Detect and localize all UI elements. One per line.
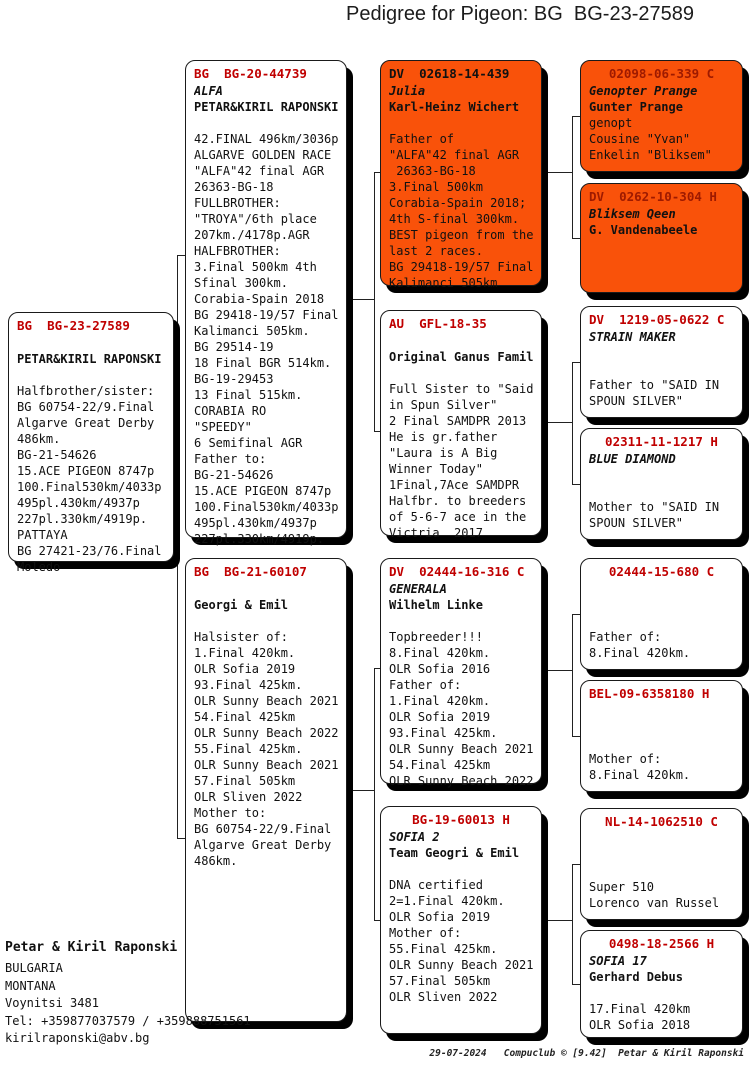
pedigree-text-line: BG 27421-23/76.Final <box>17 544 162 558</box>
pedigree-text-line <box>389 613 533 629</box>
pedigree-text-line: 2 Final SAMDPR 2013 <box>389 414 527 428</box>
connector-line <box>572 864 573 984</box>
pedigree-text-line: 486km. <box>194 854 238 868</box>
pedigree-text-line: genopt <box>589 116 633 130</box>
pedigree-text-line <box>589 467 734 483</box>
pedigree-text-line: SOFIA 17 <box>589 954 647 968</box>
pedigree-text-line: OLR Sofia 2016 <box>389 662 491 676</box>
pedigree-text-line <box>194 581 338 597</box>
pedigree-text-line: 1.Final 420km. <box>389 694 491 708</box>
pedigree-text-line: OLR Sunny Beach 2021 <box>194 758 338 772</box>
pedigree-text-line: BG 29418-19/57 Final <box>194 308 338 322</box>
pedigree-text-line: 207km./4178p.AGR <box>194 228 310 242</box>
ring-number-header: BEL-09-6358180 H <box>589 686 710 701</box>
pedigree-text-line: Mother to: <box>194 806 267 820</box>
breeder-contact-block <box>5 940 251 1048</box>
pedigree-text-line: 486km. <box>17 432 61 446</box>
ring-number-header: AU GFL-18-35 <box>389 316 487 331</box>
pedigree-text-line: OLR Sunny Beach 2022 <box>194 726 338 740</box>
ring-number-header: 02444-15-680 C <box>608 564 715 579</box>
pedigree-text-line: 42.FINAL 496km/3036p <box>194 132 338 146</box>
pedigree-text-line <box>589 345 734 361</box>
great-grandsire-3-box <box>580 558 743 670</box>
pedigree-text-line: Gerhard Debus <box>589 970 683 984</box>
connector-line <box>374 172 375 431</box>
pedigree-text-line <box>589 483 734 499</box>
connector-line <box>572 984 580 985</box>
ring-number-header: NL-14-1062510 C <box>605 814 718 829</box>
connector-line <box>374 668 375 920</box>
pedigree-text-line: 55.Final 425km. <box>194 742 303 756</box>
pedigree-text-line: Corabia-Spain 2018; <box>389 196 527 210</box>
report-footer: 29-07-2024 Compuclub © [9.42] Petar & Kiril Raponski <box>429 1048 744 1059</box>
pigeon-details <box>194 581 338 869</box>
pedigree-text-line: 13 Final 515km. <box>194 388 303 402</box>
pedigree-text-line: Topbreeder!!! <box>389 630 483 644</box>
pedigree-text-line: 100.Final530km/4033p <box>17 480 162 494</box>
ring-number-header: DV 0262-10-304 H <box>589 189 717 204</box>
great-granddam-2-box <box>580 428 743 540</box>
pedigree-text-line <box>389 365 533 381</box>
pigeon-details <box>194 83 338 547</box>
great-granddam-3-box <box>580 680 743 792</box>
pedigree-text-line <box>389 333 533 349</box>
pedigree-text-line: 17.Final 420km <box>589 1002 691 1016</box>
great-grandsire-2-box <box>580 306 743 418</box>
pigeon-details <box>589 581 734 661</box>
pedigree-text-line: "ALFA"42 final AGR <box>389 148 520 162</box>
pedigree-text-line: Wilhelm Linke <box>389 598 483 612</box>
connector-line <box>177 838 185 839</box>
pedigree-text-line: Moledo <box>17 560 61 574</box>
pedigree-text-line: 3.Final 500km 4th <box>194 260 317 274</box>
page-title: Pedigree for Pigeon: BG BG-23-27589 <box>346 3 694 25</box>
great-granddam-4-box <box>580 930 743 1038</box>
pedigree-text-line: Enkelin "Bliksem" <box>589 148 712 162</box>
sire-box <box>185 60 347 546</box>
pedigree-text-line: OLR Sunny Beach 2021 <box>194 694 338 708</box>
ring-number-header: DV 02618-14-439 <box>389 66 510 81</box>
pedigree-text-line: "SPEEDY" <box>194 420 252 434</box>
pigeon-details <box>589 83 734 163</box>
great-granddam-1-box <box>580 183 743 293</box>
pedigree-text-line: Kalimanci 505km. <box>194 324 310 338</box>
pedigree-text-line: 8.Final 420km. <box>589 646 691 660</box>
connector-line <box>572 614 580 615</box>
pigeon-details <box>589 451 734 531</box>
pedigree-text-line: Father to: <box>194 452 267 466</box>
granddam-maternal-box <box>380 806 542 1034</box>
pedigree-text-line <box>589 613 734 629</box>
pigeon-details <box>589 329 734 409</box>
ring-number-header: BG-19-60013 H <box>412 812 510 827</box>
pedigree-text-line: Sfinal 300km. <box>194 276 288 290</box>
pedigree-text-line: G. Vandenabeele <box>589 223 698 237</box>
pedigree-text-line: Georgi & Emil <box>194 598 288 612</box>
pedigree-text-line: Winner Today" <box>389 462 483 476</box>
pedigree-text-line <box>589 863 734 879</box>
breeder-city: MONTANA <box>5 978 56 993</box>
pedigree-text-line: 495pl.430km/4937p <box>17 496 140 510</box>
ring-number-header: DV 1219-05-0622 C <box>589 312 725 327</box>
pedigree-text-line: OLR Sofia 2018 <box>589 1018 691 1032</box>
pedigree-text-line: 54.Final 425km <box>194 710 296 724</box>
pedigree-text-line: Original Ganus Famil <box>389 350 533 364</box>
pedigree-text-line: Team Geogri & Emil <box>389 846 520 860</box>
pedigree-text-line: "TROYA"/6th place <box>194 212 317 226</box>
pedigree-text-line: BLUE DIAMOND <box>589 452 676 466</box>
great-grandsire-1-box <box>580 60 743 172</box>
pedigree-text-line: FULLBROTHER: <box>194 196 281 210</box>
connector-line <box>572 116 580 117</box>
breeder-address: Voynitsi 3481 <box>5 996 99 1010</box>
connector-line <box>548 670 572 671</box>
connector-line <box>548 422 572 423</box>
pedigree-text-line: 227pl.330km/4919p. <box>17 512 148 526</box>
pedigree-text-line <box>194 613 338 629</box>
pedigree-text-line: 2=1.Final 420km. <box>389 894 505 908</box>
pedigree-text-line: Full Sister to "Said <box>389 382 533 396</box>
pedigree-text-line: OLR Sofia 2019 <box>389 710 491 724</box>
pedigree-text-line: SPOUN SILVER" <box>589 516 683 530</box>
pedigree-text-line: Corabia-Spain 2018 <box>194 292 325 306</box>
pedigree-text-line: 495pl.430km/4937p <box>194 516 317 530</box>
pedigree-text-line: PETAR&KIRIL RAPONSKI <box>194 100 338 114</box>
pedigree-text-line: 15.ACE PIGEON 8747p <box>194 484 332 498</box>
pedigree-text-line <box>589 735 734 751</box>
pigeon-details <box>589 206 734 238</box>
pedigree-text-line: 8.Final 420km. <box>589 768 691 782</box>
pedigree-text-line: "Laura is A Big <box>389 446 498 460</box>
subject-pigeon-box <box>8 312 174 574</box>
pedigree-text-line <box>17 335 165 351</box>
pedigree-text-line: BG-21-54626 <box>17 448 97 462</box>
pedigree-text-line: Father of: <box>589 630 662 644</box>
pedigree-text-line: in Spun Silver" <box>389 398 498 412</box>
pedigree-text-line: 8.Final 420km. <box>389 646 491 660</box>
pigeon-details <box>589 953 734 1033</box>
pedigree-text-line <box>389 115 533 131</box>
pedigree-text-line: DNA certified <box>389 878 483 892</box>
breeder-name: Petar & Kiril Raponski <box>5 940 178 955</box>
pedigree-text-line: PETAR&KIRIL RAPONSKI <box>17 352 162 366</box>
pedigree-text-line: CORABIA RO <box>194 404 267 418</box>
pedigree-text-line: Kalimanci 505km <box>389 276 498 290</box>
pedigree-text-line: Father of: <box>389 678 462 692</box>
pedigree-text-line: Cousine "Yvan" <box>589 132 691 146</box>
pedigree-text-line: Gunter Prange <box>589 100 683 114</box>
connector-line <box>572 238 580 239</box>
pedigree-text-line: OLR Sofia 2019 <box>389 910 491 924</box>
ring-number-header: DV 02444-16-316 C <box>389 564 525 579</box>
pedigree-text-line: Algarve Great Derby <box>17 416 155 430</box>
pedigree-text-line: BG-21-54626 <box>194 468 274 482</box>
pedigree-text-line: 18 Final BGR 514km. <box>194 356 332 370</box>
pedigree-text-line: STRAIN MAKER <box>589 330 676 344</box>
pedigree-text-line: Mother of: <box>589 752 662 766</box>
pedigree-text-line: 3.Final 500km <box>389 180 483 194</box>
pedigree-text-line: BG 60754-22/9.Final <box>17 400 155 414</box>
pedigree-text-line: BG 29514-19 <box>194 340 274 354</box>
pedigree-text-line: 55.Final 425km. <box>389 942 498 956</box>
pigeon-details <box>389 333 533 541</box>
pedigree-text-line: "ALFA"42 final AGR <box>194 164 325 178</box>
pedigree-text-line: last 2 races. <box>389 244 483 258</box>
ring-number-header: BG BG-21-60107 <box>194 564 307 579</box>
pedigree-text-line <box>589 831 734 847</box>
pedigree-text-line: 100.Final530km/4033p <box>194 500 338 514</box>
pedigree-text-line <box>589 847 734 863</box>
pedigree-text-line: BG 60754-22/9.Final <box>194 822 332 836</box>
pedigree-text-line: ALFA <box>194 84 223 98</box>
ring-number-header: 02098-06-339 C <box>608 66 715 81</box>
pedigree-text-line: Halsister of: <box>194 630 288 644</box>
pedigree-text-line: Halfbrother/sister: <box>17 384 155 398</box>
pigeon-details <box>389 829 533 1005</box>
pedigree-text-line: Halfbr. to breeders <box>389 494 527 508</box>
pedigree-text-line: OLR Sofia 2019 <box>194 662 296 676</box>
pigeon-details <box>389 83 533 291</box>
pedigree-text-line <box>589 703 734 719</box>
connector-line <box>350 299 374 300</box>
pedigree-text-line: HALFBROTHER: <box>194 244 281 258</box>
ring-number-header: 0498-18-2566 H <box>608 936 715 951</box>
pedigree-text-line: 57.Final 505km <box>389 974 491 988</box>
pedigree-text-line <box>17 367 165 383</box>
connector-line <box>572 484 580 485</box>
pedigree-text-line: GENERALA <box>389 582 447 596</box>
pedigree-text-line: 4th S-final 300km. <box>389 212 520 226</box>
pedigree-text-line: SOFIA 2 <box>389 830 440 844</box>
pedigree-text-line: 227pl.330km/4919p. <box>194 532 325 546</box>
pedigree-text-line: BEST pigeon from the <box>389 228 533 242</box>
pedigree-text-line: Super 510 <box>589 880 655 894</box>
connector-line <box>572 362 573 484</box>
pedigree-text-line: ALGARVE GOLDEN RACE <box>194 148 332 162</box>
pedigree-text-line: 26363-BG-18 <box>194 180 274 194</box>
pedigree-text-line: Victria 2017 <box>389 526 483 540</box>
pedigree-text-line: SPOUN SILVER" <box>589 394 683 408</box>
pedigree-text-line: OLR Sunny Beach 2021 <box>389 958 533 972</box>
pigeon-details <box>389 581 533 789</box>
pedigree-text-line: Bliksem Qeen <box>589 207 676 221</box>
pedigree-text-line: OLR Sunny Beach 2022 <box>389 774 533 788</box>
connector-line <box>572 614 573 736</box>
pedigree-text-line <box>589 719 734 735</box>
pedigree-text-line: 6 Semifinal AGR <box>194 436 303 450</box>
pedigree-text-line: Father to "SAID IN <box>589 378 720 392</box>
breeder-phone: Tel: +359877037579 / +359888751561 <box>5 1013 251 1028</box>
connector-line <box>572 736 580 737</box>
pedigree-text-line: Father of <box>389 132 455 146</box>
pedigree-text-line: Genopter Prange <box>589 84 698 98</box>
granddam-paternal-box <box>380 310 542 540</box>
ring-number-header: BG BG-23-27589 <box>17 318 130 333</box>
pedigree-text-line: 93.Final 425km. <box>389 726 498 740</box>
pedigree-text-line: He is gr.father <box>389 430 498 444</box>
connector-line <box>572 864 580 865</box>
pedigree-text-line <box>589 985 734 1001</box>
connector-line <box>572 116 573 238</box>
breeder-email: kirilraponski@abv.bg <box>5 1031 150 1045</box>
pedigree-text-line: 57.Final 505km <box>194 774 296 788</box>
grandsire-paternal-box <box>380 60 542 290</box>
pedigree-text-line: Algarve Great Derby <box>194 838 332 852</box>
pedigree-text-line: 15.ACE PIGEON 8747p <box>17 464 155 478</box>
pedigree-text-line: PATTAYA <box>17 528 68 542</box>
pedigree-text-line <box>389 861 533 877</box>
pedigree-text-line: 1.Final 420km. <box>194 646 296 660</box>
pedigree-text-line: 54.Final 425km <box>389 758 491 772</box>
pedigree-text-line: Julia <box>389 84 426 98</box>
pedigree-text-line <box>589 361 734 377</box>
pedigree-text-line: 26363-BG-18 <box>389 164 476 178</box>
ring-number-header: BG BG-20-44739 <box>194 66 307 81</box>
connector-line <box>548 172 572 173</box>
connector-line <box>548 920 572 921</box>
pigeon-details <box>17 335 165 575</box>
pedigree-text-line: BG-19-29453 <box>194 372 274 386</box>
pedigree-text-line: Mother to "SAID IN <box>589 500 720 514</box>
ring-number-header: 02311-11-1217 H <box>605 434 718 449</box>
connector-line <box>177 255 185 256</box>
great-grandsire-4-box <box>580 808 743 920</box>
pigeon-details <box>589 703 734 783</box>
pedigree-text-line <box>589 597 734 613</box>
pedigree-text-line: OLR Sliven 2022 <box>194 790 303 804</box>
pedigree-text-line: OLR Sunny Beach 2021 <box>389 742 533 756</box>
connector-line <box>572 362 580 363</box>
breeder-country: BULGARIA <box>5 961 63 975</box>
pedigree-text-line: OLR Sliven 2022 <box>389 990 498 1004</box>
pedigree-text-line: 93.Final 425km. <box>194 678 303 692</box>
pedigree-text-line: Lorenco van Russel <box>589 896 720 910</box>
pedigree-text-line <box>589 581 734 597</box>
connector-line <box>177 255 178 838</box>
connector-line <box>350 790 374 791</box>
pedigree-text-line: of 5-6-7 ace in the <box>389 510 527 524</box>
pedigree-text-line: BG 29418-19/57 Final <box>389 260 533 274</box>
pedigree-text-line: Karl-Heinz Wichert <box>389 100 520 114</box>
pedigree-text-line <box>194 115 338 131</box>
pedigree-text-line: 1Final,7Ace SAMDPR <box>389 478 520 492</box>
grandsire-maternal-box <box>380 558 542 788</box>
pedigree-text-line: Mother of: <box>389 926 462 940</box>
pigeon-details <box>589 831 734 911</box>
